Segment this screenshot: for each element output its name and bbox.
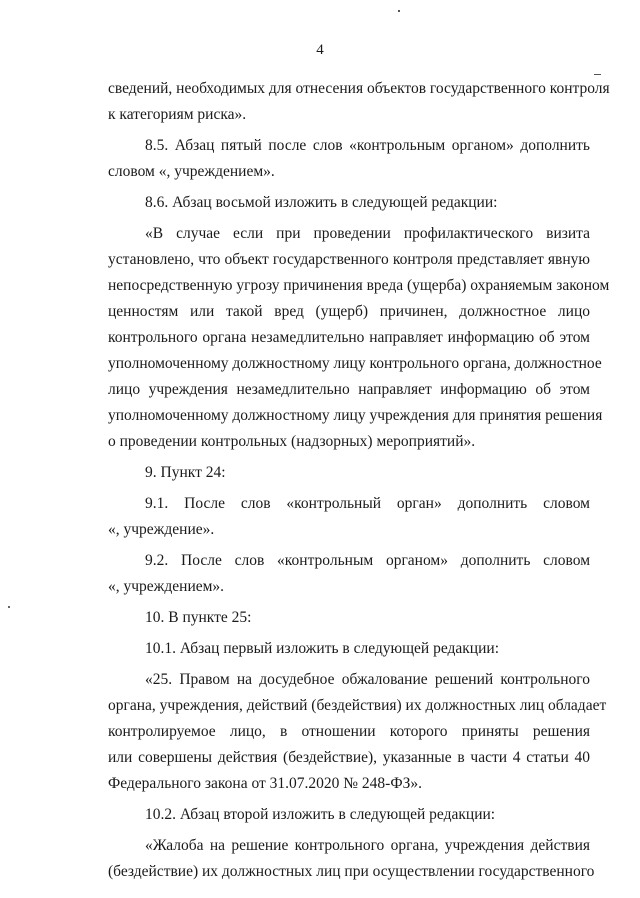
paragraph-line: или совершены действия (бездействие), указанные в части 4 статьи 40 [108,749,590,766]
paragraph [108,667,607,797]
paragraph-line: лицо учреждения незамедлительно направляет информацию об этом [108,381,590,398]
paragraph [108,491,590,543]
scan-speck [594,74,601,75]
paragraph-line: установлено, что объект государственного контроля представляет явную [108,251,590,268]
paragraph-line: контролируемое лицо, в отношении которого приняты решения [108,723,590,740]
paragraph-line: 10.1. Абзац первый изложить в следующей редакции: [145,640,500,657]
paragraph-line: сведений, необходимых для отнесения объектов государственного контроля [108,80,610,97]
paragraph-line: 10. В пункте 25: [145,609,252,626]
paragraph-line: 9.2. После слов «контрольным органом» дополнить словом [145,552,590,569]
paragraph [108,636,590,662]
paragraph-line: словом «, учреждением». [108,163,275,180]
page-number: 4 [316,42,324,58]
paragraph-line: органа, учреждения, действий (бездействия) их должностных лиц обладает [108,697,607,714]
paragraph-line: «В случае если при проведении профилактического визита [145,225,590,242]
paragraph-line: 9.1. После слов «контрольный орган» дополнить словом [145,495,590,512]
paragraph-line: непосредственную угрозу причинения вреда (ущерба) охраняемым законом [108,277,610,294]
paragraph-line: к категориям риска». [108,106,247,123]
scan-speck [398,10,400,12]
paragraph-line: «25. Правом на досудебное обжалование решений контрольного [145,671,590,688]
paragraph-line: о проведении контрольных (надзорных) мероприятий». [108,433,476,450]
scan-speck [8,606,10,608]
paragraph [108,548,590,600]
paragraph-line: «, учреждение». [108,521,215,538]
paragraph [108,133,590,185]
paragraph-line: 8.5. Абзац пятый после слов «контрольным органом» дополнить [145,137,590,154]
paragraph [108,76,610,128]
paragraph-line: ценностям или такой вред (ущерб) причинен, должностное лицо [108,303,590,320]
paragraph [108,802,590,828]
paragraph-line: «, учреждением». [108,578,225,595]
paragraph-line: 8.6. Абзац восьмой изложить в следующей редакции: [145,194,498,211]
document-body [108,76,610,890]
paragraph-line: уполномоченному должностному лицу контрольного органа, должностное [108,355,602,372]
paragraph [108,190,590,216]
paragraph-line: контрольного органа незамедлительно направляет информацию об этом [108,329,590,346]
paragraph-line: уполномоченному должностному лицу учреждения для принятия решения [108,407,603,424]
paragraph-line: 10.2. Абзац второй изложить в следующей редакции: [145,806,496,823]
paragraph-line: (бездействие) их должностных лиц при осуществлении государственного [108,863,595,880]
paragraph-line: Федерального закона от 31.07.2020 № 248-ФЗ». [108,775,422,792]
paragraph [108,221,610,455]
paragraph-line: «Жалоба на решение контрольного органа, учреждения действия [145,837,590,854]
paragraph [108,460,590,486]
paragraph [108,605,590,631]
paragraph [108,833,595,885]
paragraph-line: 9. Пункт 24: [145,464,226,481]
